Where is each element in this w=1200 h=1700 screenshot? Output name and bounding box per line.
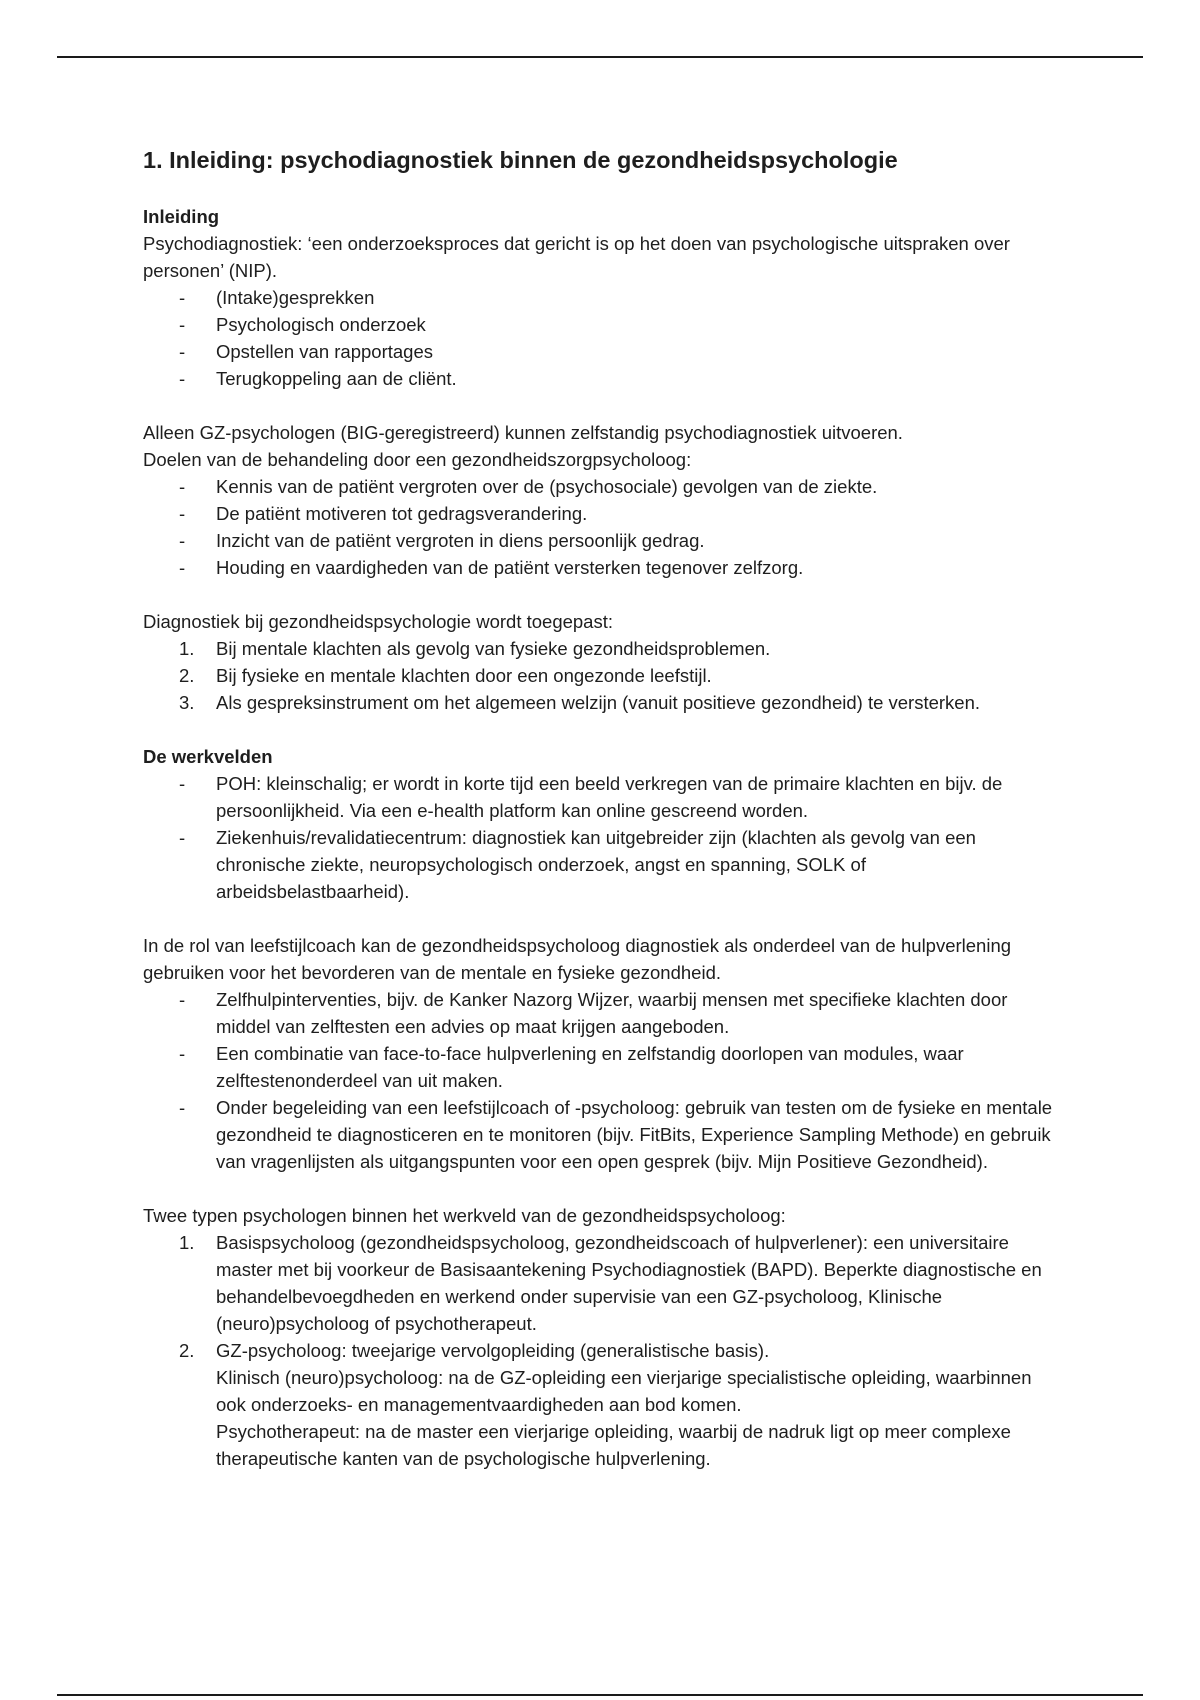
list-item: - Ziekenhuis/revalidatiecentrum: diagnostiek kan uitgebreider zijn (klachten als gevolg van een chronische ziekte, neuropsychologisch onderzoek, angst en spanning, SOLK of arbeidsbelastbaarheid).: [179, 827, 976, 902]
coach-list: [143, 986, 1063, 1175]
diagnostics-list: [143, 635, 1063, 716]
list-item: - Terugkoppeling aan de cliënt.: [179, 368, 457, 389]
intro-list: [143, 284, 1063, 392]
list-item: - POH: kleinschalig; er wordt in korte tijd een beeld verkregen van de primaire klachten en bijv. de persoonlijkheid. Via een e-health platform kan online gescreend worden.: [179, 773, 1003, 821]
list-item-line: Psychotherapeut: na de master een vierjarige opleiding, waarbij de nadruk ligt op meer complexe therapeutische kanten van de psychologische hulpverlening.: [216, 1421, 1011, 1469]
footer-rule: [57, 1694, 1143, 1696]
list-item: 1. Basispsycholoog (gezondheidspsycholoog, gezondheidscoach of hulpverlener): een universitaire master met bij voorkeur de Basisaantekening Psychodiagnostiek (BAPD). Beperkte diagnostische en behandelbevoegdheden en werkend onder supervisie van een GZ-psycholoog, Klinische (neuro)psycholoog of psychotherapeut.: [179, 1232, 1042, 1334]
list-item: - Kennis van de patiënt vergroten over de (psychosociale) gevolgen van de ziekte.: [179, 476, 878, 497]
section-heading-werkvelden: De werkvelden: [143, 746, 273, 767]
werkvelden-list: [143, 770, 1063, 905]
list-item: - Zelfhulpinterventies, bijv. de Kanker Nazorg Wijzer, waarbij mensen met specifieke klachten door middel van zelftesten een advies op maat krijgen aangeboden.: [179, 989, 1008, 1037]
paragraph: Diagnostiek bij gezondheidspsychologie wordt toegepast:: [143, 611, 613, 632]
list-item: - Inzicht van de patiënt vergroten in diens persoonlijk gedrag.: [179, 530, 705, 551]
paragraph: Twee typen psychologen binnen het werkveld van de gezondheidspsycholoog:: [143, 1205, 786, 1226]
list-item-line: GZ-psycholoog: tweejarige vervolgopleiding (generalistische basis).: [216, 1340, 770, 1361]
list-item: - De patiënt motiveren tot gedragsverandering.: [179, 503, 588, 524]
list-item: 1. Bij mentale klachten als gevolg van fysieke gezondheidsproblemen.: [179, 638, 771, 659]
paragraph: Doelen van de behandeling door een gezondheidszorgpsycholoog:: [143, 449, 692, 470]
section-heading-inleiding: Inleiding: [143, 206, 220, 227]
goals-list: [143, 473, 1063, 581]
document-page: [143, 143, 1063, 1472]
definition-paragraph: Psychodiagnostiek: ‘een onderzoeksproces dat gericht is op het doen van psychologische uitspraken over personen’ (NIP).: [143, 233, 1010, 281]
list-item: 2. Bij fysieke en mentale klachten door een ongezonde leefstijl.: [179, 665, 712, 686]
list-item: - Een combinatie van face-to-face hulpverlening en zelfstandig doorlopen van modules, waar zelftestenonderdeel van uit maken.: [179, 1043, 964, 1091]
list-item: - Psychologisch onderzoek: [179, 314, 426, 335]
list-item: - Houding en vaardigheden van de patiënt versterken tegenover zelfzorg.: [179, 557, 804, 578]
list-item: - Onder begeleiding van een leefstijlcoach of -psycholoog: gebruik van testen om de fysieke en mentale gezondheid te diagnosticeren en te monitoren (bijv. FitBits, Experience Sampling Methode) en gebruik van vragenlijsten als uitgangspunten voor een open gesprek (bijv. Mijn Positieve Gezondheid).: [179, 1097, 1053, 1172]
list-item: - Opstellen van rapportages: [179, 341, 433, 362]
header-rule: [57, 56, 1143, 58]
paragraph: Alleen GZ-psychologen (BIG-geregistreerd) kunnen zelfstandig psychodiagnostiek uitvoeren.: [143, 422, 903, 443]
paragraph: In de rol van leefstijlcoach kan de gezondheidspsycholoog diagnostiek als onderdeel van de hulpverlening gebruiken voor het bevorderen van de mentale en fysieke gezondheid.: [143, 935, 1012, 983]
list-item: 2. GZ-psycholoog: tweejarige vervolgopleiding (generalistische basis). Klinisch (neuro)psycholoog: na de GZ-opleiding een vierjarige specialistische opleiding, waarbinnen ook onderzoeks- en managementvaardigheden aan bod komen. Psychotherapeut: na de master een vierjarige opleiding, waarbij de nadruk ligt op meer complexe therapeutische kanten van de psychologische hulpverlening.: [143, 1337, 1063, 1472]
page-title: 1. Inleiding: psychodiagnostiek binnen de gezondheidspsychologie: [143, 147, 898, 173]
list-item: - (Intake)gesprekken: [179, 287, 375, 308]
list-item-line: Klinisch (neuro)psycholoog: na de GZ-opleiding een vierjarige specialistische opleiding, waarbinnen ook onderzoeks- en managementvaardigheden aan bod komen.: [216, 1367, 1032, 1415]
typen-list: [143, 1229, 1063, 1472]
list-item: 3. Als gespreksinstrument om het algemeen welzijn (vanuit positieve gezondheid) te versterken.: [179, 692, 981, 713]
